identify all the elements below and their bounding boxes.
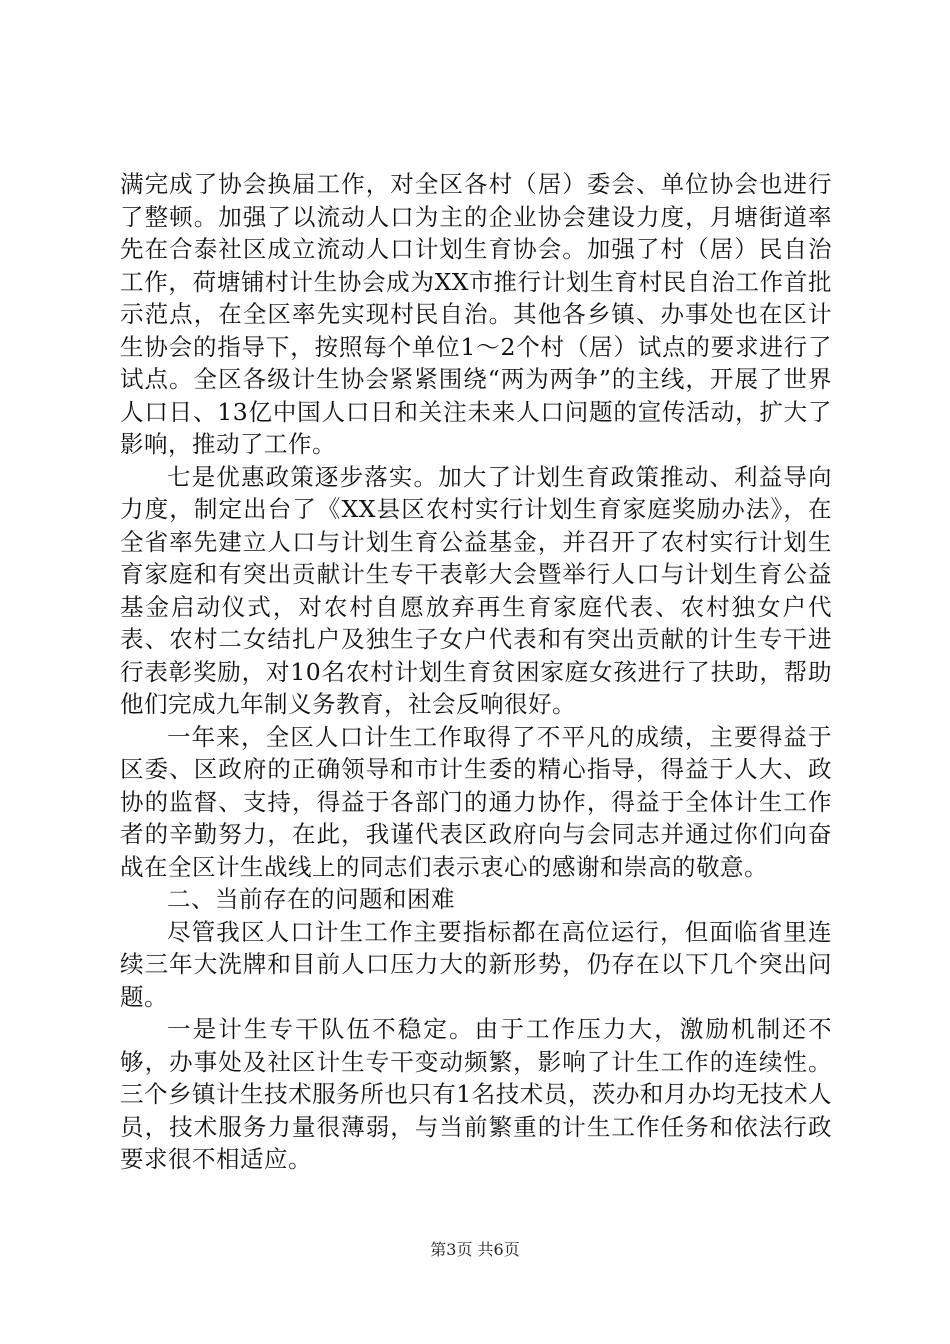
page-number-footer: 第3页 共6页 — [430, 1240, 520, 1259]
section-heading-problems: 二、当前存在的问题和困难 — [167, 885, 455, 913]
paragraph-year-summary: 一年来，全区人口计生工作取得了不平凡的成绩，主要得益于区委、区政府的正确领导和市计生委的精心指导，得益于人大、政协的监督、支持，得益于各部门的通力协作，得益于全体计生工作者的辛勤努力，在此，我谨代表区政府向与会同志并通过你们向奋战在全区计生战线上的同志们表示衷心的感谢和崇高的敬意。 — [120, 722, 832, 881]
paragraph-preferential-policy: 七是优惠政策逐步落实。加大了计划生育政策推动、利益导向力度，制定出台了《XX县区农村实行计划生育家庭奖励办法》，在全省率先建立人口与计划生育公益基金，并召开了农村实行计划生育家庭和有突出贡献计生专干表彰大会暨举行人口与计划生育公益基金启动仪式，对农村自愿放弃再生育家庭代表、农村独女户代表、农村二女结扎户及独生子女户代表和有突出贡献的计生专干进行表彰奖励，对10名农村计划生育贫困家庭女孩进行了扶助，帮助他们完成九年制义务教育，社会反响很好。 — [120, 462, 832, 718]
paragraph-association-work: 满完成了协会换届工作，对全区各村（居）委会、单位协会也进行了整顿。加强了以流动人口为主的企业协会建设力度，月塘街道率先在合泰社区成立流动人口计划生育协会。加强了村（居）民自治工作，荷塘铺村计生协会成为XX市推行计划生育村民自治工作首批示范点，在全区率先实现村民自治。其他各乡镇、办事处也在区计生协会的指导下，按照每个单位1～2个村（居）试点的要求进行了试点。全区各级计生协会紧紧围绕“两为两争”的主线，开展了世界人口日、13亿中国人口日和关注未来人口问题的宣传活动，扩大了影响，推动了工作。 — [120, 170, 832, 458]
paragraph-problems-intro: 尽管我区人口计生工作主要指标都在高位运行，但面临省里连续三年大洗牌和目前人口压力大的新形势，仍存在以下几个突出问题。 — [120, 917, 832, 1011]
paragraph-staff-instability: 一是计生专干队伍不稳定。由于工作压力大，激励机制还不够，办事处及社区计生专干变动频繁，影响了计生工作的连续性。三个乡镇计生技术服务所也只有1名技术员，茨办和月办均无技术人员，技术服务力量很薄弱，与当前繁重的计生工作任务和依法行政要求很不相适应。 — [120, 1015, 832, 1173]
document-body — [120, 168, 832, 1176]
